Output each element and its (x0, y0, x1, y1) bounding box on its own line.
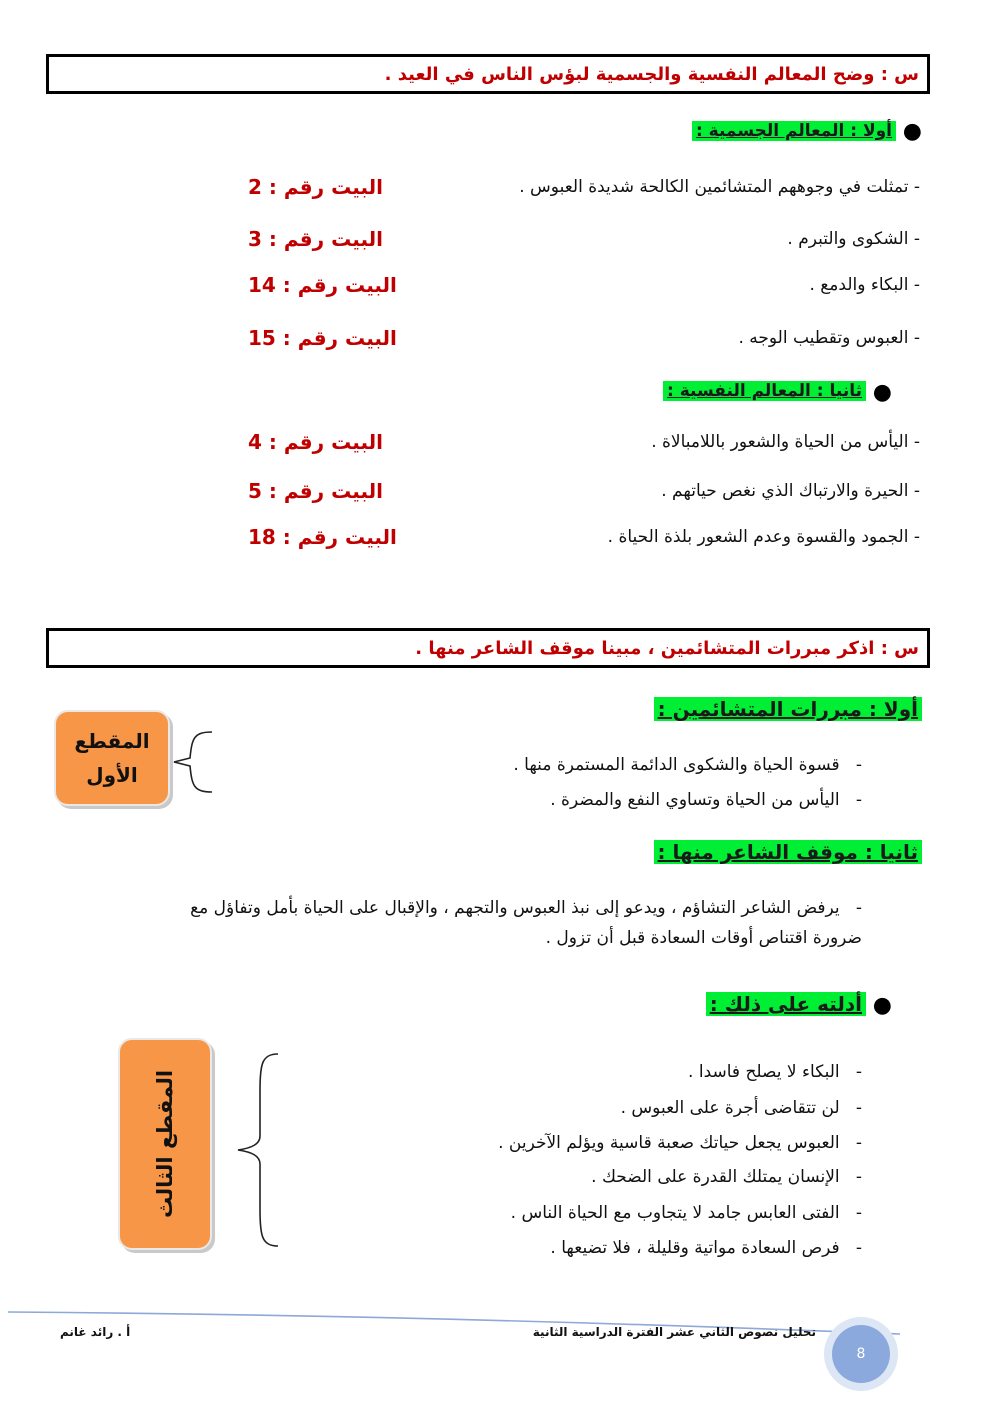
page-number: 8 (856, 1346, 866, 1362)
verse-ref: البيت رقم : 14 (248, 273, 397, 297)
heading-psychological: ثانيا : المعالم النفسية : (663, 381, 866, 401)
list-item: - اليأس من الحياة والشعور باللامبالاة . البيت رقم : 4 (248, 430, 920, 454)
list-item: - العبوس وتقطيب الوجه . البيت رقم : 15 (248, 326, 920, 350)
verse-ref: البيت رقم : 2 (248, 175, 383, 199)
brace-1 (168, 730, 218, 794)
question-2-box (46, 628, 930, 668)
list-item: - البكاء والدمع . البيت رقم : 14 (248, 273, 920, 297)
list-item: - لن تتقاضى أجرة على العبوس . (620, 1098, 862, 1118)
list-item: - اليأس من الحياة وتساوي النفع والمضرة . (550, 790, 862, 810)
list-item: - البكاء لا يصلح فاسدا . (688, 1062, 862, 1082)
list-item: - فرص السعادة مواتية وقليلة ، فلا تضيعها . (550, 1238, 862, 1258)
list-item: - العبوس يجعل حياتك صعبة قاسية ويؤلم الآخرين . (498, 1133, 862, 1153)
stance-line-2: ضرورة اقتناص أوقات السعادة قبل أن تزول . (545, 928, 862, 948)
heading-evidence: أدلته على ذلك : (706, 992, 866, 1016)
footer-author: أ . رائد غانم (60, 1325, 131, 1339)
verse-ref: البيت رقم : 15 (248, 326, 397, 350)
brace-2 (232, 1050, 284, 1250)
heading-physical: أولا : المعالم الجسمية : (692, 121, 896, 141)
verse-ref: البيت رقم : 3 (248, 227, 383, 251)
question-1-box (46, 54, 930, 94)
list-item: - الشكوى والتبرم . البيت رقم : 3 (248, 227, 920, 251)
footer-title: تحليل نصوص الثاني عشر الفترة الدراسية الثانية (532, 1325, 816, 1339)
segment-1-tag: المقطع الأول (54, 710, 170, 806)
list-item: - الجمود والقسوة وعدم الشعور بلذة الحياة . البيت رقم : 18 (248, 525, 920, 549)
list-item: - الإنسان يمتلك القدرة على الضحك . (591, 1167, 862, 1187)
question-1-text: س : وضح المعالم النفسية والجسمية لبؤس الناس في العيد . (384, 63, 919, 85)
heading-reasons: أولا : مبررات المتشائمين : (654, 697, 922, 721)
list-item: - الفتى العابس جامد لا يتجاوب مع الحياة الناس . (510, 1203, 862, 1223)
verse-ref: البيت رقم : 4 (248, 430, 383, 454)
list-item: - قسوة الحياة والشكوى الدائمة المستمرة منها . (513, 755, 862, 775)
question-2-text: س : اذكر مبررات المتشائمين ، مبينا موقف الشاعر منها . (415, 637, 919, 659)
list-item: - الحيرة والارتباك الذي نغص حياتهم . البيت رقم : 5 (248, 479, 920, 503)
verse-ref: البيت رقم : 18 (248, 525, 397, 549)
verse-ref: البيت رقم : 5 (248, 479, 383, 503)
page-number-badge (824, 1317, 898, 1391)
list-item: - تمثلت في وجوههم المتشائمين الكالحة شديدة العبوس . البيت رقم : 2 (248, 175, 920, 199)
heading-stance: ثانيا : موقف الشاعر منها : (654, 840, 922, 864)
bullet-icon: ● (872, 993, 892, 1018)
segment-3-tag: المقطع الثالث (118, 1038, 212, 1250)
bullet-icon: ● (872, 380, 892, 405)
stance-line-1: - يرفض الشاعر التشاؤم ، ويدعو إلى نبذ العبوس والتجهم ، والإقبال على الحياة بأمل وتفاؤل مع (190, 898, 862, 918)
bullet-icon: ● (902, 119, 922, 144)
